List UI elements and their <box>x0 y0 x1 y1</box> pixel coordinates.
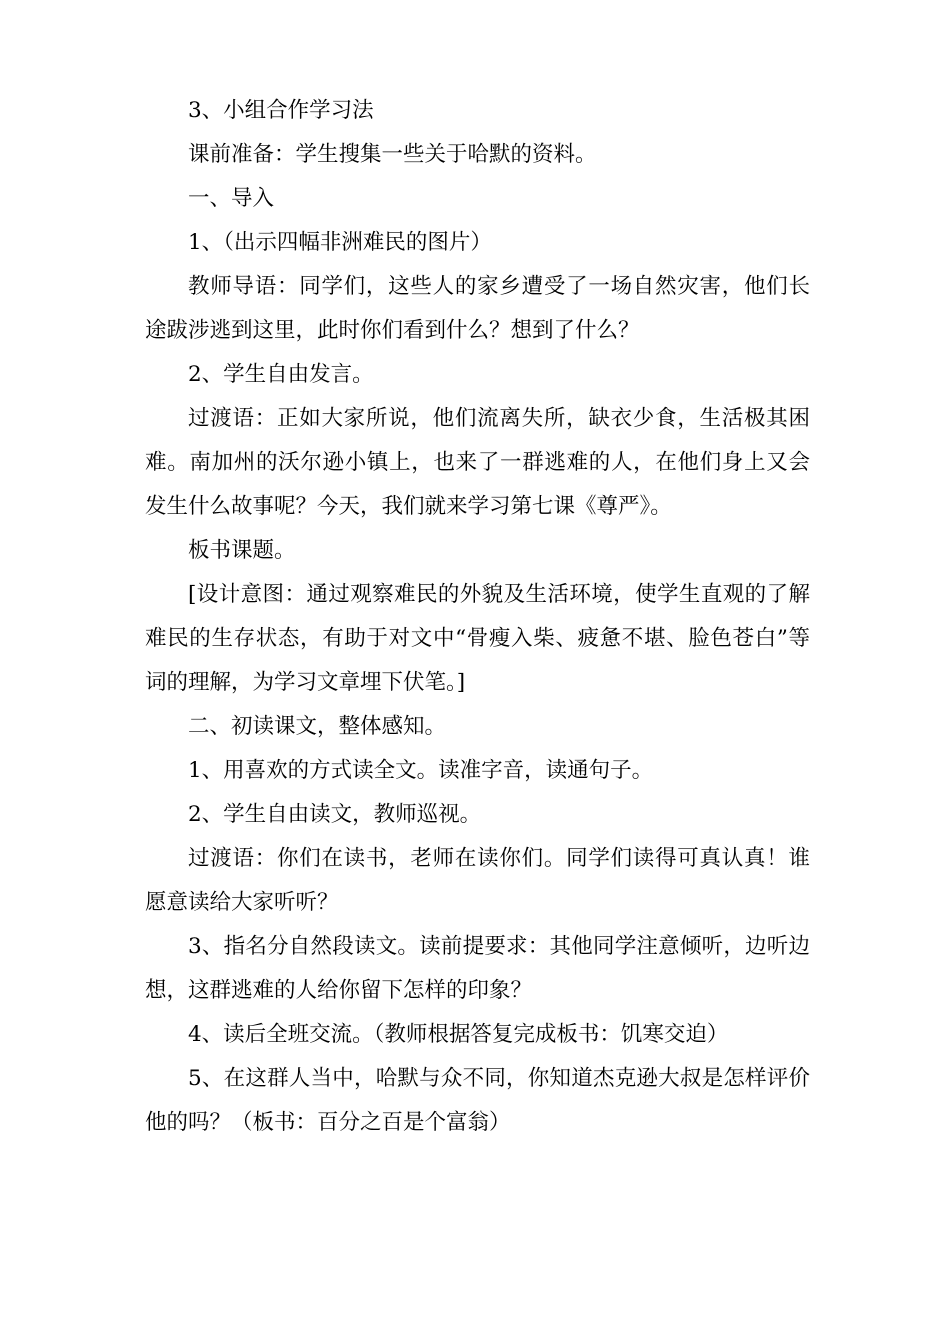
paragraph-transition-2: 过渡语：你们在读书，老师在读你们。同学们读得可真认真！谁愿意读给大家听听？ <box>145 846 810 915</box>
paragraph-step-2: 2、学生自由发言。 <box>188 362 374 387</box>
paragraph-method-3: 3、小组合作学习法 <box>188 98 374 123</box>
paragraph-preparation: 课前准备：学生搜集一些关于哈默的资料。 <box>188 142 597 167</box>
paragraph-transition-1: 过渡语：正如大家所说，他们流离失所，缺衣少食，生活极其困难。南加州的沃尔逊小镇上，也来了一群逃难的人，在他们身上又会发生什么故事呢？今天，我们就来学习第七课《尊严》。 <box>145 406 810 519</box>
paragraph-board-title: 板书课题。 <box>188 538 296 563</box>
paragraph-reading-step-4: 4、读后全班交流。（教师根据答复完成板书：饥寒交迫） <box>188 1022 729 1047</box>
heading-first-reading: 二、初读课文，整体感知。 <box>188 714 447 739</box>
paragraph-reading-step-5: 5、在这群人当中，哈默与众不同，你知道杰克逊大叔是怎样评价他的吗？（板书：百分之百是个富翁） <box>145 1066 810 1135</box>
paragraph-design-intent: [设计意图：通过观察难民的外貌及生活环境，使学生直观的了解难民的生存状态，有助于对文中“骨瘦入柴、疲惫不堪、脸色苍白”等词的理解，为学习文章埋下伏笔。] <box>145 582 810 695</box>
document-body <box>145 89 810 1145</box>
paragraph-reading-step-2: 2、学生自由读文，教师巡视。 <box>188 802 482 827</box>
paragraph-reading-step-1: 1、用喜欢的方式读全文。读准字音，读通句子。 <box>188 758 654 783</box>
paragraph-step-1: 1、（出示四幅非洲难民的图片） <box>188 230 492 255</box>
heading-intro: 一、导入 <box>188 186 275 211</box>
paragraph-teacher-intro: 教师导语：同学们，这些人的家乡遭受了一场自然灾害，他们长途跋涉逃到这里，此时你们看到什么？想到了什么？ <box>145 274 810 343</box>
paragraph-reading-step-3: 3、指名分自然段读文。读前提要求：其他同学注意倾听，边听边想，这群逃难的人给你留下怎样的印象？ <box>145 934 810 1003</box>
